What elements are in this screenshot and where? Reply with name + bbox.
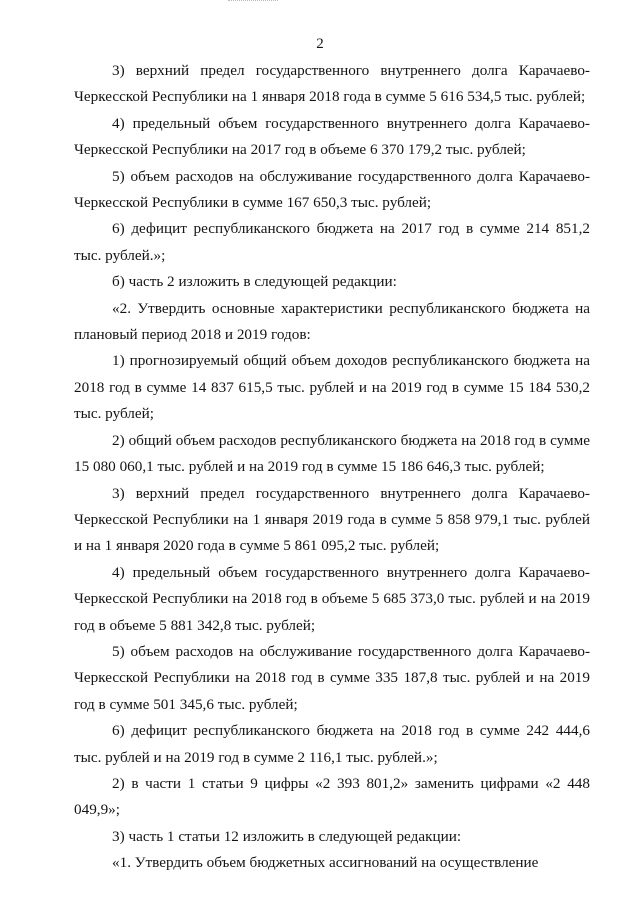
paragraph: 3) часть 1 статьи 12 изложить в следующей редакции: bbox=[112, 827, 462, 845]
paragraph: «1. Утвердить объем бюджетных ассигнований на осуществление bbox=[112, 854, 539, 872]
paragraph: 5) объем расходов на обслуживание государственного долга Карачаево-Черкесской Республики на 2018 год в сумме 335 187,8 тыс. рублей и на 2019 год в сумме 501 345,6 тыс. рублей; bbox=[74, 642, 590, 713]
paragraph: б) часть 2 изложить в следующей редакции: bbox=[112, 273, 397, 291]
paragraph: 3) верхний предел государственного внутреннего долга Карачаево-Черкесской Республики на 1 января 2019 года в сумме 5 858 979,1 тыс. рублей и на 1 января 2020 года в сумме 5 861 095,2 тыс. рублей; bbox=[74, 484, 590, 555]
document-body bbox=[74, 58, 590, 877]
paragraph: 2) общий объем расходов республиканского бюджета на 2018 год в сумме 15 080 060,1 тыс. рублей и на 2019 год в сумме 15 186 646,3 тыс. рублей; bbox=[74, 431, 590, 476]
scan-artifact bbox=[228, 0, 278, 4]
paragraph: 4) предельный объем государственного внутреннего долга Карачаево-Черкесской Республики на 2018 год в объеме 5 685 373,0 тыс. рублей и на 2019 год в объеме 5 881 342,8 тыс. рублей; bbox=[74, 563, 590, 634]
paragraph: 4) предельный объем государственного внутреннего долга Карачаево-Черкесской Республики на 2017 год в объеме 6 370 179,2 тыс. рублей; bbox=[74, 114, 590, 159]
page-number: 2 bbox=[316, 36, 324, 52]
paragraph: 5) объем расходов на обслуживание государственного долга Карачаево-Черкесской Республики в сумме 167 650,3 тыс. рублей; bbox=[74, 167, 590, 212]
paragraph: 2) в части 1 статьи 9 цифры «2 393 801,2» заменить цифрами «2 448 049,9»; bbox=[74, 774, 590, 819]
paragraph: «2. Утвердить основные характеристики республиканского бюджета на плановый период 2018 и 2019 годов: bbox=[74, 299, 590, 344]
paragraph: 1) прогнозируемый общий объем доходов республиканского бюджета на 2018 год в сумме 14 837 615,5 тыс. рублей и на 2019 год в сумме 15 184 530,2 тыс. рублей; bbox=[74, 352, 590, 423]
paragraph: 6) дефицит республиканского бюджета на 2018 год в сумме 242 444,6 тыс. рублей и на 2019 год в сумме 2 116,1 тыс. рублей.»; bbox=[74, 722, 590, 766]
paragraph: 3) верхний предел государственного внутреннего долга Карачаево-Черкесской Республики на 1 января 2018 года в сумме 5 616 534,5 тыс. рублей; bbox=[74, 62, 590, 106]
paragraph: 6) дефицит республиканского бюджета на 2017 год в сумме 214 851,2 тыс. рублей.»; bbox=[74, 220, 590, 264]
